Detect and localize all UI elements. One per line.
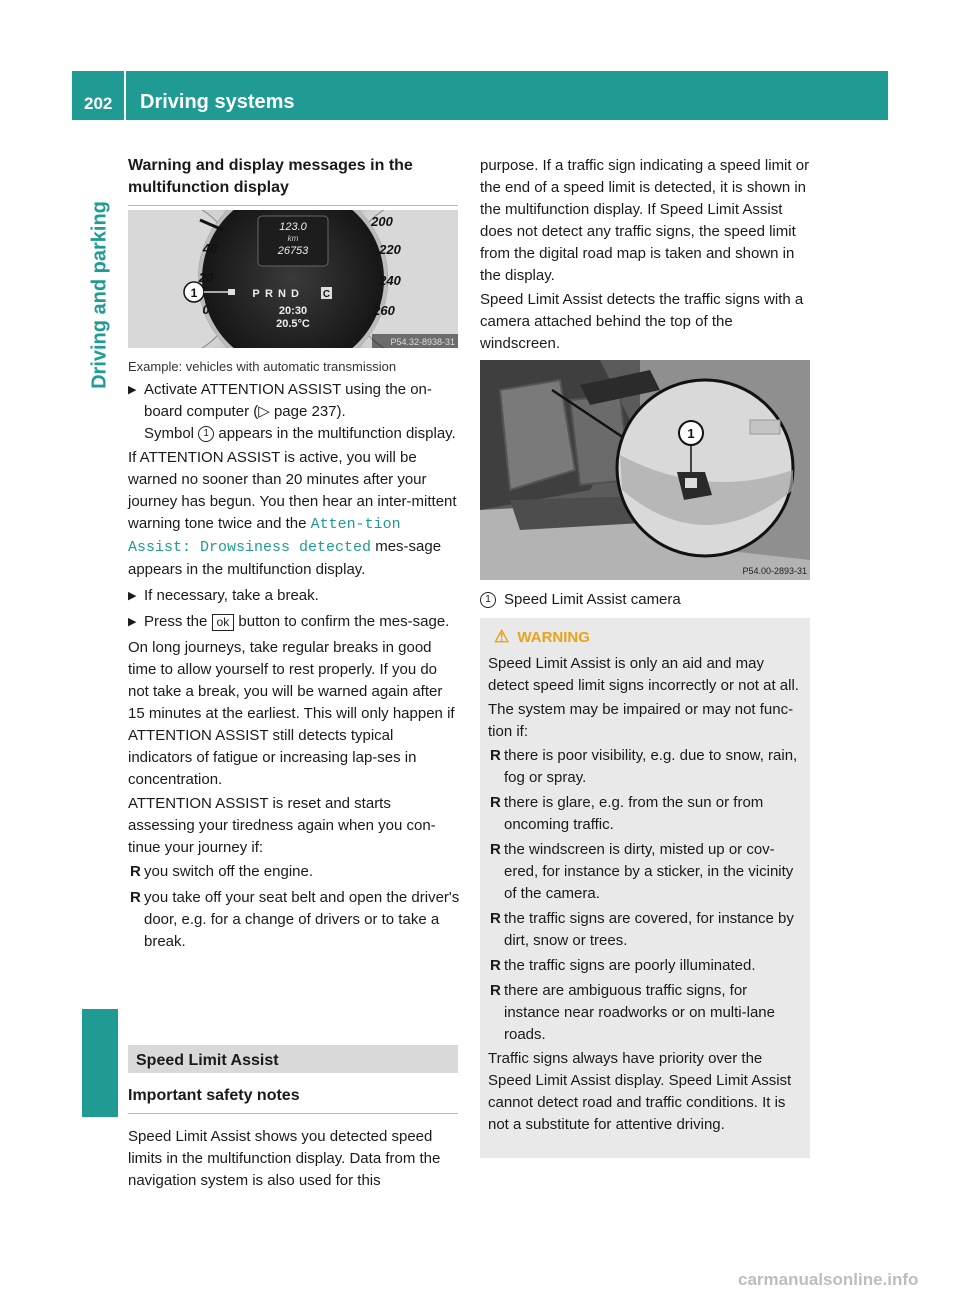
clock: 20:30 — [278, 305, 308, 317]
photo-callout-label: 1 — [687, 426, 695, 441]
warning-bullet-2 — [488, 792, 802, 836]
camera-paragraph: Speed Limit Assist detects the traffic signs with a camera attached behind the top of the windscreen. — [480, 291, 804, 352]
ok-button-icon: ok — [212, 614, 235, 631]
speed-200: 200 — [371, 214, 393, 229]
display-message: Atten‐tion Assist: Drowsiness detected — [128, 516, 401, 556]
reset-paragraph: ATTENTION ASSIST is reset and starts assessing your tiredness again when you con-tinue your journey if: — [128, 795, 436, 856]
callout-1-label: 1 — [190, 286, 198, 300]
attention-text-b: mes-sage appears in the multifunction display. — [128, 538, 442, 578]
step-marker-icon: ▶ — [128, 590, 137, 602]
odometer-value: 123.0 — [279, 221, 307, 233]
warning-bullet-6-text: there are ambiguous traffic signs, for instance near roadworks or on multi-lane roads. — [504, 982, 775, 1043]
warning-triangle-icon: ⚠ — [494, 627, 510, 646]
step-activate-text: Activate ATTENTION ASSIST using the on-board computer ( — [144, 381, 432, 420]
warning-bullet-1-text: there is poor visibility, e.g. due to snow, rain, fog or spray. — [504, 747, 798, 786]
warning-bullet-6 — [488, 980, 802, 1046]
heading-rule — [128, 205, 458, 206]
warning-box — [480, 618, 810, 1158]
step-marker-icon: ▶ — [128, 616, 137, 628]
bullet-icon: R — [490, 747, 501, 764]
bullet-icon: R — [490, 957, 501, 974]
speed-40: 40 — [202, 241, 218, 256]
header-divider — [124, 71, 126, 120]
bullet-icon: R — [490, 910, 501, 927]
trip-value: 26753 — [277, 245, 309, 257]
odometer-unit: km — [287, 234, 299, 243]
reset-bullet-2-text: you take off your seat belt and open the driver's door, e.g. for a change of drivers or to take a break. — [144, 889, 460, 950]
step-activate — [128, 379, 460, 445]
warning-p2: The system may be impaired or may not func-tion if: — [488, 701, 794, 740]
breaks-paragraph: On long journeys, take regular breaks in good time to allow yourself to rest properly. If you do not take a break, you will be warned again after 15 minutes at the earliest. This will only happen if ATTENTION ASSIST still detects typical indicators of fatigue or increasing lap-ses in concentration. — [128, 639, 455, 788]
step-confirm-text-a: Press the — [144, 613, 212, 630]
gear-p: P — [252, 288, 260, 300]
warning-title: WARNING — [517, 629, 590, 646]
warning-bullet-5 — [488, 955, 802, 977]
attention-paragraph — [128, 447, 460, 581]
warning-header — [488, 626, 802, 649]
gear-n: N — [278, 288, 286, 300]
symbol-1-icon: 1 — [198, 426, 214, 442]
bullet-icon: R — [490, 841, 501, 858]
warning-bullet-4-text: the traffic signs are covered, for instance by dirt, snow or trees. — [504, 910, 794, 949]
warning-bullet-1 — [488, 745, 802, 789]
side-tab — [82, 1009, 118, 1117]
purpose-paragraph: purpose. If a traffic sign indicating a speed limit or the end of a speed limit is detected, it is shown in the multifunction display. If Speed Limit Assist does not detect any traffic signs, the speed limit from the digital road map is taken and shown in the display. — [480, 157, 810, 284]
image-caption: Example: vehicles with automatic transmission — [128, 359, 397, 374]
section-heading-speed-limit: Speed Limit Assist — [136, 1052, 279, 1069]
speed-240: 240 — [379, 273, 401, 288]
gear-r: R — [265, 288, 273, 300]
camera-photo — [480, 360, 810, 580]
speed-220: 220 — [379, 242, 401, 257]
warning-p3: Traffic signs always have priority over the Speed Limit Assist display. Speed Limit Assist cannot detect road and traffic conditions. It is not a substitute for attentive driving. — [488, 1050, 792, 1133]
reset-bullet-2 — [128, 887, 460, 953]
bullet-icon: R — [130, 889, 141, 906]
photo-legend — [480, 589, 810, 611]
page-number: 202 — [84, 94, 113, 113]
warning-bullet-3 — [488, 839, 802, 905]
watermark: carmanualsonline.info — [738, 1270, 919, 1289]
page-title: Driving systems — [140, 91, 295, 113]
legend-1-icon: 1 — [480, 592, 496, 608]
step-break-text: If necessary, take a break. — [144, 587, 319, 604]
reset-bullet-1 — [128, 861, 460, 883]
warning-bullet-5-text: the traffic signs are poorly illuminated. — [504, 957, 756, 974]
symbol-text-b: appears in the multifunction display. — [214, 425, 456, 442]
photo-ref: P54.00-2893-31 — [742, 566, 807, 576]
bullet-icon: R — [490, 982, 501, 999]
subheading-rule — [128, 1113, 458, 1114]
section-heading-warnings: Warning and display messages in the multifunction display — [128, 157, 413, 196]
speed-limit-intro: Speed Limit Assist shows you detected speed limits in the multifunction display. Data from the navigation system is also used for this — [128, 1128, 441, 1189]
warning-bullet-3-text: the windscreen is dirty, misted up or cov-ered, for instance by a sticker, in the vicinity of the camera. — [504, 841, 794, 902]
step-marker-icon: ▶ — [128, 384, 137, 396]
speed-20: 20 — [198, 270, 214, 285]
safety-notes — [128, 1085, 458, 1194]
left-column — [128, 155, 458, 206]
warning-bullet-4 — [488, 908, 802, 952]
bullet-icon: R — [130, 863, 141, 880]
side-label — [82, 130, 118, 460]
page-ref-arrow-icon: ▷ — [258, 403, 270, 420]
step-confirm-text-b: button to confirm the mes-sage. — [234, 613, 450, 630]
page-ref-link[interactable]: page 237). — [269, 403, 346, 420]
section-heading-bar — [128, 1045, 458, 1073]
warning-bullet-2-text: there is glare, e.g. from the sun or from oncoming traffic. — [504, 794, 764, 833]
outside-temp: 20.5°C — [276, 318, 310, 330]
side-label-text: Driving and parking — [88, 201, 111, 389]
bullet-icon: R — [490, 794, 501, 811]
image-ref: P54.32-8938-31 — [390, 337, 455, 347]
speed-260: 260 — [373, 303, 395, 318]
gear-mode: C — [322, 289, 331, 300]
warning-p1: Speed Limit Assist is only an aid and may detect speed limit signs incorrectly or not at all. — [488, 655, 799, 694]
gear-d: D — [291, 288, 299, 300]
attention-symbol — [228, 289, 235, 295]
attention-text-a: If ATTENTION ASSIST is active, you will be warned no sooner than 20 minutes after your journey has begun. You then hear an inter-mittent warning tone twice and the — [128, 449, 457, 532]
left-body — [128, 357, 460, 953]
step-break — [128, 585, 460, 607]
instrument-cluster-image — [128, 210, 458, 348]
symbol-text-a: Symbol — [144, 425, 199, 442]
speed-0: 0 — [202, 302, 210, 317]
step-confirm — [128, 611, 460, 633]
camera-lens — [685, 478, 697, 488]
legend-1-text: Speed Limit Assist camera — [504, 591, 681, 608]
reset-bullet-1-text: you switch off the engine. — [144, 863, 313, 880]
right-column — [480, 155, 812, 357]
subheading-safety: Important safety notes — [128, 1087, 300, 1104]
